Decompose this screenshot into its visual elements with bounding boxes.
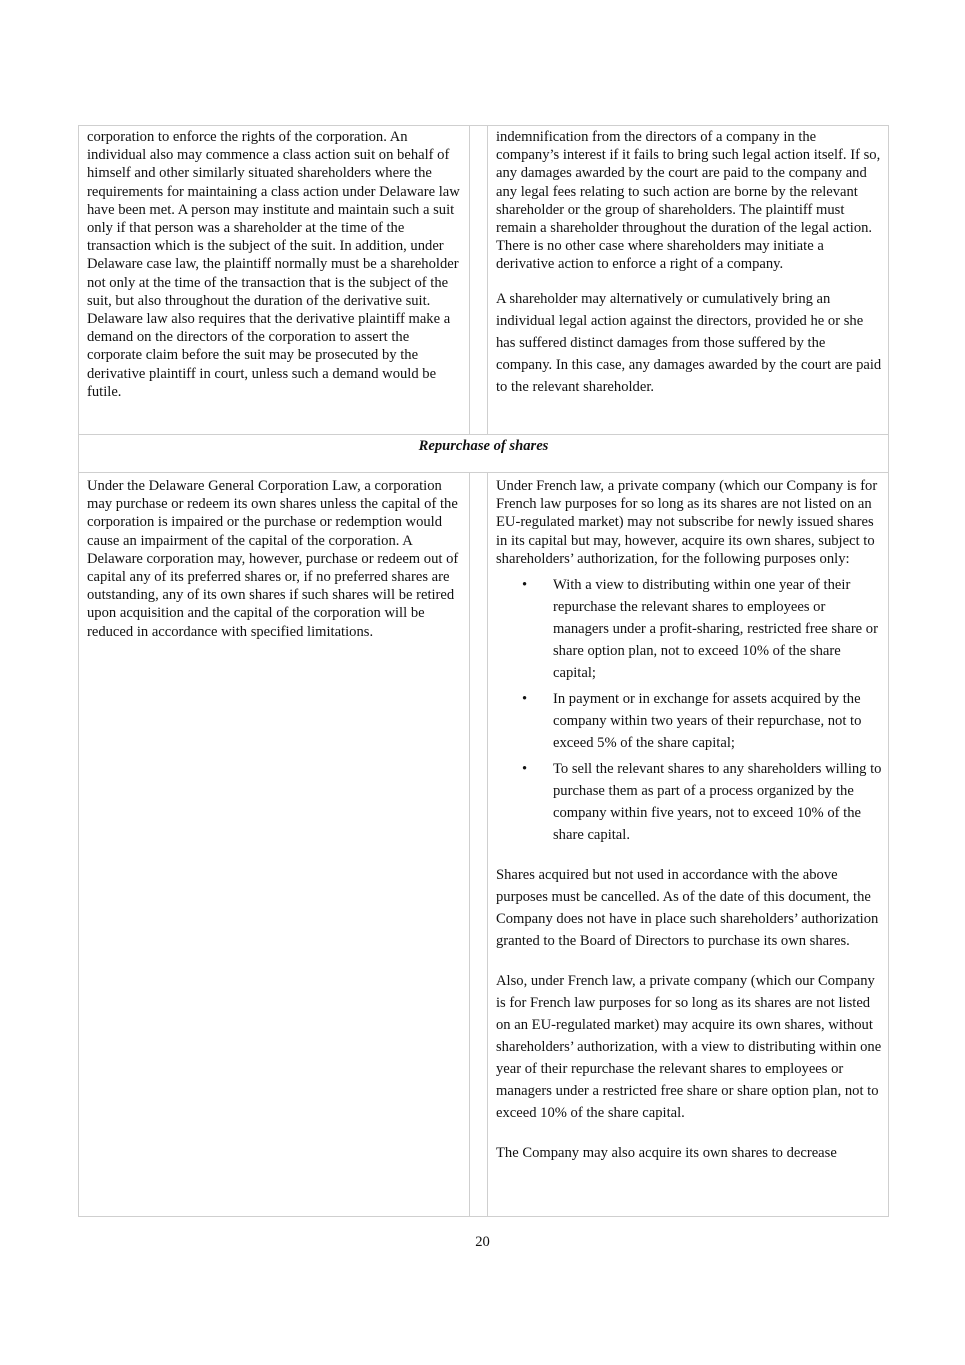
delaware-derivative-text: corporation to enforce the rights of the corporation. An individual also may commence a class action suit on behalf of himself and other similarly situated shareholders where the requirements for maintaining a class action under Delaware law have been met. A person may institute and maintain such a suit only if that person was a shareholder at the time of the transaction which is the subject of the suit. In addition, under Delaware case law, the plaintiff normally must be a shareholder not only at the time of the transaction that is the subject of the suit, but also throughout the duration of the derivative suit. Delaware law also requires that the derivative plaintiff make a demand on the directors of the corporation to assert the corporate claim before the suit may be prosecuted by the derivative plaintiff in court, unless such a demand would be futile. (87, 129, 460, 400)
purposes-list (496, 574, 882, 846)
individual-action-text: A shareholder may alternatively or cumulatively bring an individual legal action against the directors, provided he or she has suffered distinct damages from those suffered by the company. In this case, any damages awarded by the court are paid to the relevant shareholder. (496, 290, 882, 395)
section-header-row (79, 435, 889, 473)
bullet-icon: • (522, 761, 528, 778)
list-item: • In payment or in exchange for assets acquired by the company within two years of their repurchase, not to exceed 5% of the share capital; (496, 688, 882, 754)
section-header-cell (79, 435, 889, 473)
decrease-text: The Company may also acquire its own shares to decrease (496, 1145, 837, 1162)
repurchase-row (79, 473, 889, 1217)
french-repurchase-intro: Under French law, a private company (which our Company is for French law purposes for so long as its shares are not listed on an EU-regulated market) may not subscribe for newly issued shares in its capital but may, however, acquire its own shares, subject to shareholders’ authorization, for the following purposes only: (496, 478, 878, 567)
french-repurchase-cell (488, 473, 889, 1217)
list-item: • With a view to distributing within one year of their repurchase the relevant shares to employees or managers under a profit-sharing, restricted free share or share option plan, not to exceed 10% of the share capital; (496, 574, 882, 684)
no-authorization-text: Also, under French law, a private company (which our Company is for French law purposes for so long as its shares are not listed on an EU-regulated market) may acquire its own shares, without shareholders’ authorization, with a view to distributing within one year of their repurchase the relevant shares to employees or managers under a restricted free share or share option plan, not to exceed 10% of the share capital. (496, 973, 882, 1122)
spacer-cell (470, 473, 488, 1217)
list-item: • To sell the relevant shares to any shareholders willing to purchase them as part of a process organized by the company within five years, not to exceed 10% of the share capital. (496, 758, 882, 846)
french-derivative-text: indemnification from the directors of a company in the company’s interest if it fails to bring such legal action itself. If so, any damages awarded by the court are paid to the company and any legal fees relating to such action are borne by the relevant shareholder or the group of shareholders. The plaintiff must remain a shareholder throughout the duration of the legal action. There is no other case where shareholders may initiate a derivative action to enforce a right of a company. (496, 129, 881, 273)
bullet-icon: • (522, 691, 528, 708)
comparison-table (78, 125, 889, 1217)
section-title: Repurchase of shares (418, 438, 549, 454)
delaware-repurchase-text: Under the Delaware General Corporation Law, a corporation may purchase or redeem its own shares unless the capital of the corporation is impaired or the purchase or redemption would cause an impairment of the capital of the corporation. A Delaware corporation may, however, purchase or redeem out of capital any of its preferred shares or, if no preferred shares are outstanding, any of its own shares if such shares will be retired upon acquisition and the capital of the corporation will be reduced in accordance with specified limitations. (87, 478, 459, 640)
cancellation-text: Shares acquired but not used in accordance with the above purposes must be cancelled. As of the date of this document, the Company does not have in place such shareholders’ authorization granted to the Board of Directors to purchase its own shares. (496, 867, 879, 950)
spacer-cell (470, 126, 488, 435)
french-cell (488, 126, 889, 435)
delaware-cell (79, 126, 470, 435)
page-number: 20 (475, 1234, 490, 1250)
delaware-repurchase-cell (79, 473, 470, 1217)
bullet-icon: • (522, 577, 528, 594)
derivative-suits-row (79, 126, 889, 435)
